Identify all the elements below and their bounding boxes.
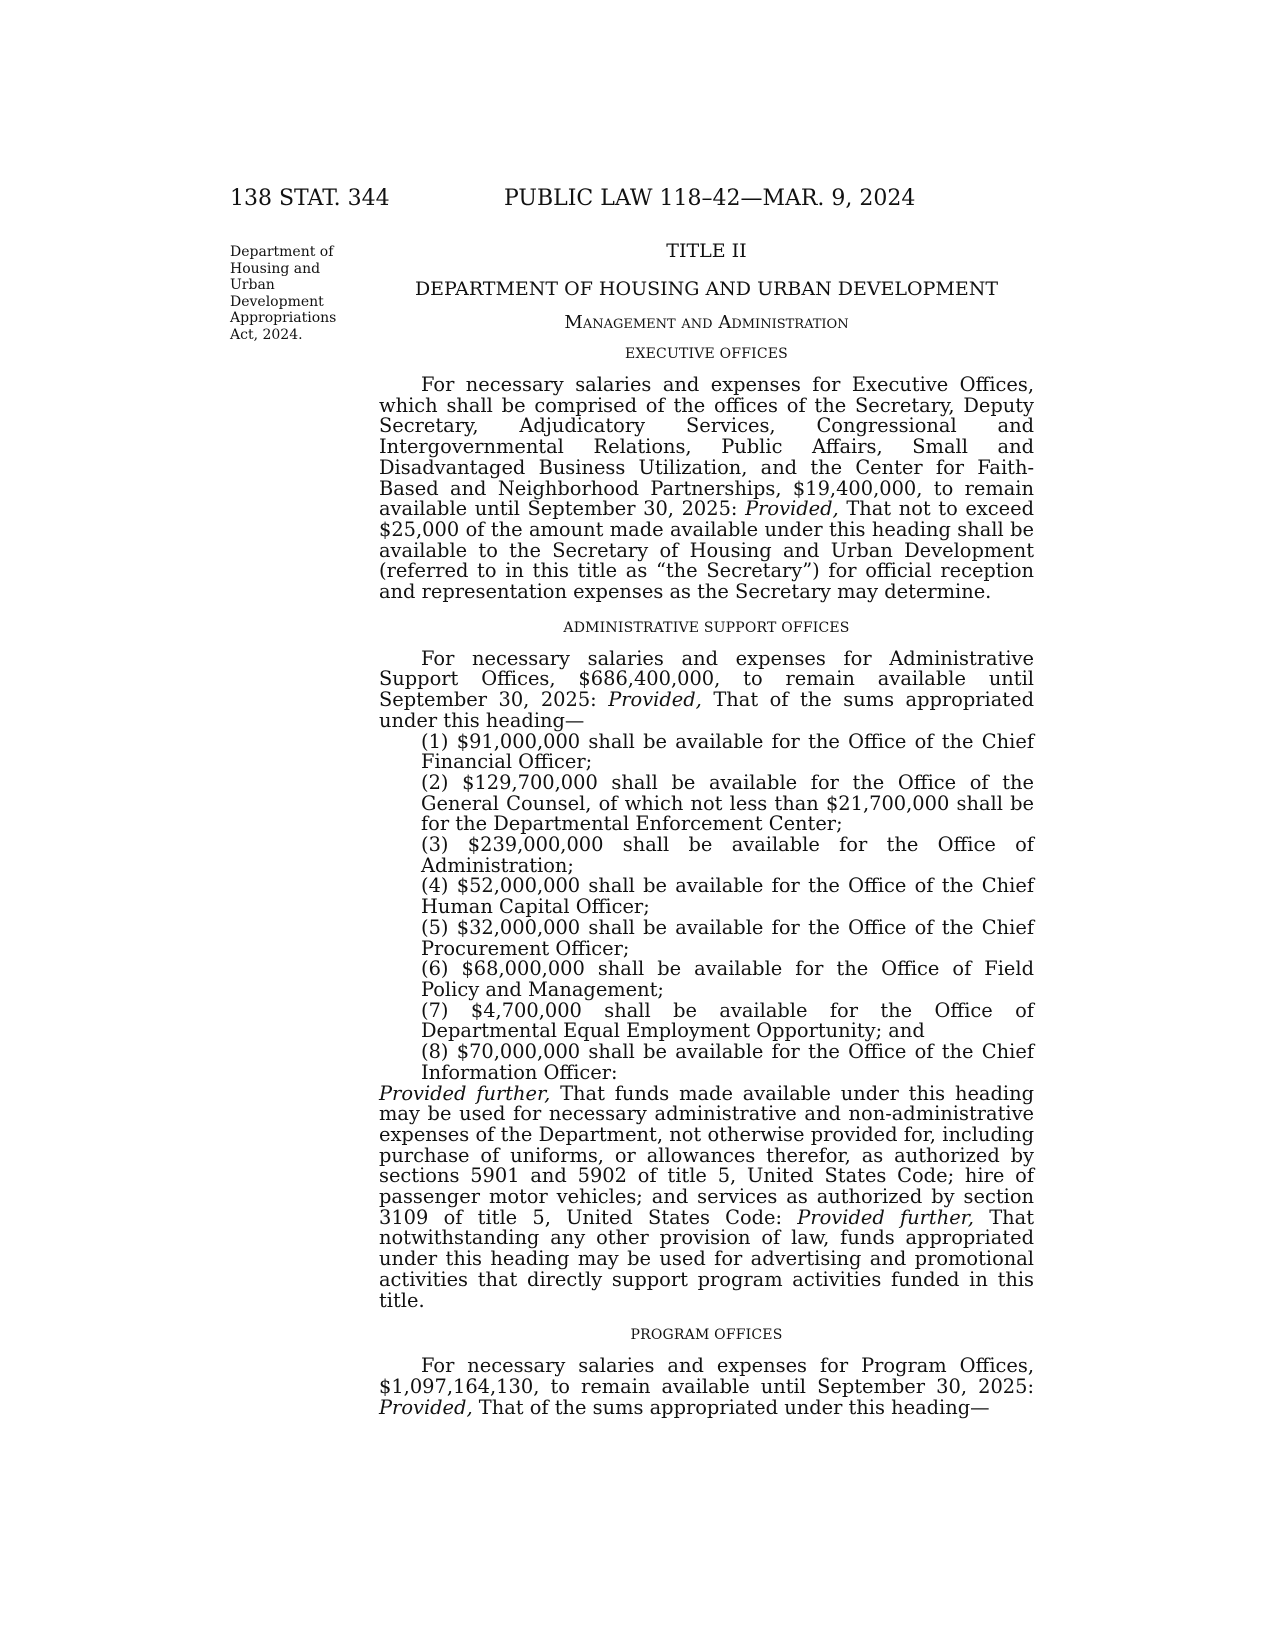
title-heading: TITLE II [666, 240, 747, 262]
main-text [379, 236, 1034, 1418]
list-item: (1) $91,000,000 shall be available for the Office of the Chief Financial Officer; [421, 729, 1034, 774]
statute-page-number: 138 STAT. 344 [230, 186, 390, 211]
public-law-header: PUBLIC LAW 118–42—MAR. 9, 2024 [504, 186, 916, 211]
executive-offices-paragraph: For necessary salaries and expenses for Executive Offices, which shall be comprised of the offices of the Secretary, Deputy Secretary, Adjudicatory Services, Congressional and Intergovernmental Relations, Public Affairs, Small and Disadvantaged Business Utilization, and the Center for Faith-Based and Neighborhood Partnerships, $19,400,000, to remain available until September 30, 2025: Provided, That not to exceed $25,000 of the amount made available under this heading shall be available to the Secretary of Housing and Urban Development (referred to in this title as “the Secretary”) for official reception and representation expenses as the Secretary may determine. [379, 373, 1034, 604]
list-item: (2) $129,700,000 shall be available for the Office of the General Counsel, of which not less than $21,700,000 shall be for the Departmental Enforcement Center; [421, 770, 1034, 836]
department-heading: DEPARTMENT OF HOUSING AND URBAN DEVELOPMENT [414, 278, 999, 300]
margin-note: Department of Housing and Urban Development Appropriations Act, 2024. [230, 244, 337, 343]
list-item: (8) $70,000,000 shall be available for the Office of the Chief Information Officer: [421, 1040, 1034, 1084]
section-heading: Management and Administration [564, 312, 849, 333]
list-item: (6) $68,000,000 shall be available for the Office of Field Policy and Management; [421, 957, 1034, 1001]
program-offices-paragraph: For necessary salaries and expenses for Program Offices, $1,097,164,130, to remain available until September 30, 2025: Provided, That of the sums appropriated under this heading— [379, 1354, 1034, 1419]
administrative-support-heading: ADMINISTRATIVE SUPPORT OFFICES [563, 619, 850, 636]
list-item: (3) $239,000,000 shall be available for the Office of Administration; [421, 833, 1034, 877]
administrative-support-continuation: Provided further, That funds made available under this heading may be used for necessary administrative and non-administrative expenses of the Department, not otherwise provided for, including purchase of uniforms, or allowances therefor, as authorized by sections 5901 and 5902 of title 5, United States Code; hire of passenger motor vehicles; and services as authorized by section 3109 of title 5, United States Code: Provided further, That notwithstanding any other provision of law, funds appropriated under this heading may be used for advertising and promotional activities that directly support program activities funded in this title. [379, 1081, 1034, 1312]
executive-offices-heading: EXECUTIVE OFFICES [625, 346, 788, 362]
list-item: (4) $52,000,000 shall be available for the Office of the Chief Human Capital Officer; [421, 874, 1034, 919]
list-item: (5) $32,000,000 shall be available for the Office of the Chief Procurement Officer; [421, 915, 1034, 960]
list-item: (7) $4,700,000 shall be available for the Office of Departmental Equal Employment Opportunity; and [421, 998, 1034, 1043]
administrative-support-intro: For necessary salaries and expenses for Administrative Support Offices, $686,400,000, to remain available until September 30, 2025: Provided, That of the sums appropriated under this heading— [379, 646, 1034, 732]
program-offices-heading: PROGRAM OFFICES [630, 1327, 783, 1344]
